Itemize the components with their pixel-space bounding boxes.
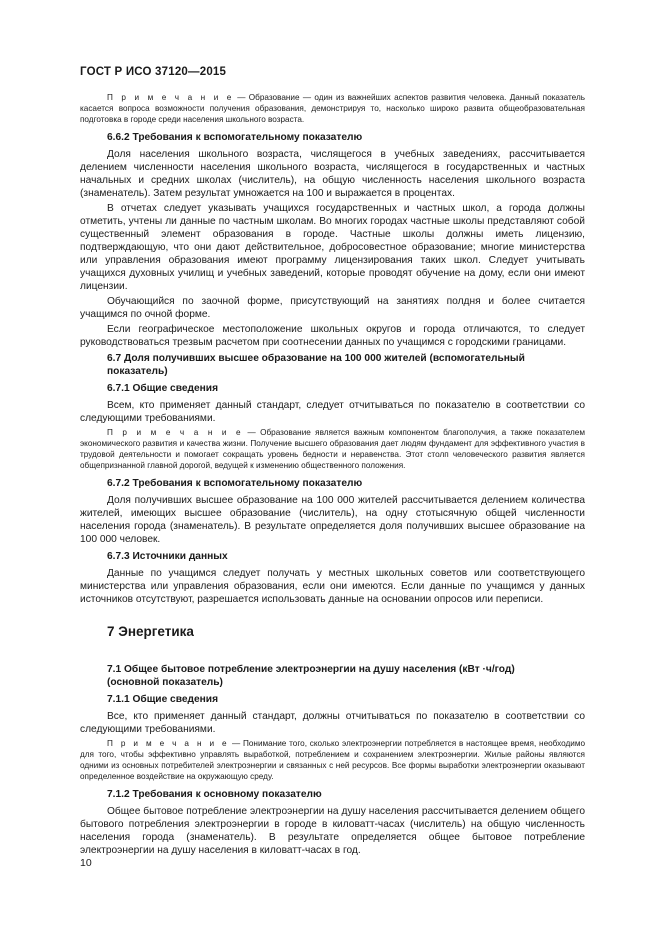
paragraph: Если географическое местоположение школьных округов и города отличаются, то следует руководствоваться трезвым расчетом при соотнесении данных по учащимся с городскими границами. (80, 324, 585, 348)
paragraph: Всем, кто применяет данный стандарт, следует отчитываться по показателю в соответствии со следующими требованиями. (80, 400, 585, 424)
page-number: 10 (80, 857, 92, 869)
section-heading-7-1-2: 7.1.2 Требования к основному показателю (107, 789, 322, 800)
paragraph: Все, кто применяет данный стандарт, должны отчитываться по показателю в соответствии со следующими требованиями. (80, 711, 585, 735)
paragraph: В отчетах следует указывать учащихся государственных и частных школ, а города должны отметить, учтены ли данные по частным школам. Во многих городах частные школы представляют собой существенный элемент образования в городе. Частные школы должны иметь лицензию, подтверждающую, что они дают действительное, добросовестное образование; многие министерства или управления образования имеют программу лицензирования таких школ. Следует учитывать учащихся духовных училищ и учебных заведений, которые проводят обучение на дому, если они имеют лицензии. (80, 203, 585, 292)
section-heading-6-6-2: 6.6.2 Требования к вспомогательному показателю (107, 132, 363, 143)
note-higher-education (80, 427, 585, 471)
paragraph: Обучающийся по заочной форме, присутствующий на занятиях полдня и более считается учащимся по очной форме. (80, 296, 585, 320)
document-header: ГОСТ Р ИСО 37120—2015 (80, 66, 227, 78)
section-heading-6-7-1: 6.7.1 Общие сведения (107, 383, 219, 394)
paragraph: Общее бытовое потребление электроэнергии на душу населения рассчитывается делением общего бытового потребления электроэнергии в городе в киловатт-часах (числитель) на общую численность населения города (знаменатель). В результате определяется общее бытовое потребление электроэнергии на душу населения в киловатт-часах в год. (80, 806, 585, 856)
chapter-heading-7: 7 Энергетика (107, 624, 194, 639)
section-heading-6-7: 6.7 Доля получивших высшее образование на 100 000 жителей (вспомогательный показатель) (107, 353, 525, 377)
note-label: П р и м е ч а н и е (107, 428, 244, 437)
paragraph: Данные по учащимся следует получать у местных школьных советов или соответствующего министерства или управления образования, если они имеются. Если данные по учащимся у данных источников отсутствуют, разрешается использовать данные на основании опросов или переписи. (80, 568, 585, 605)
note-education (80, 92, 585, 125)
section-heading-6-7-2: 6.7.2 Требования к вспомогательному показателю (107, 478, 363, 489)
section-heading-6-7-3: 6.7.3 Источники данных (107, 551, 228, 562)
note-text: — Образование — один из важнейших аспектов развития человека. Данный показатель касается вопроса возможности получения образования, демонстрируя то, насколько широко развита общеобразовательная подготовка в городе среди населения школьного возраста. (80, 93, 585, 124)
paragraph: Доля населения школьного возраста, числящегося в учебных заведениях, рассчитывается делением численности населения школьного возраста, числящегося в государственных и частных начальных и средних школах (числитель), на общую численность населения школьного возраста (знаменатель). Затем результат умножается на 100 и выражается в процентах. (80, 149, 585, 199)
note-label: П р и м е ч а н и е (107, 739, 230, 748)
document-body (80, 92, 585, 859)
section-heading-7-1: 7.1 Общее бытовое потребление электроэнергии на душу населения (кВт ·ч/год) (основной показатель) (107, 664, 515, 688)
paragraph: Доля получивших высшее образование на 100 000 жителей рассчитывается делением количества жителей, имеющих высшее образование (числитель), на одну стотысячную общей численности населения города (знаменатель). В результате определяется доля получивших высшее образование на 100 000 человек. (80, 495, 585, 545)
note-electricity (80, 738, 585, 782)
section-heading-7-1-1: 7.1.1 Общие сведения (107, 694, 219, 705)
note-text: — Понимание того, сколько электроэнергии потребляется в настоящее время, необходимо для того, чтобы эффективно управлять выработкой, потреблением и сохранением электроэнергии. Жилые районы являются одними из основных потребителей электроэнергии и связанных с ней ресурсов. Все формы выработки электроэнергии оказывают определенное воздействие на окружающую среду. (80, 739, 585, 781)
note-label: П р и м е ч а н и е (107, 93, 234, 102)
note-text: — Образование является важным компонентом благополучия, а также показателем экономического развития и качества жизни. Получение высшего образования дает людям фундамент для эффективного участия в трудовой деятельности и помогает сокращать уровень бедности и неравенства. Этот столп человеческого развития является общепризнанной главной дорогой, ведущей к изменению общественного положения. (80, 428, 585, 470)
